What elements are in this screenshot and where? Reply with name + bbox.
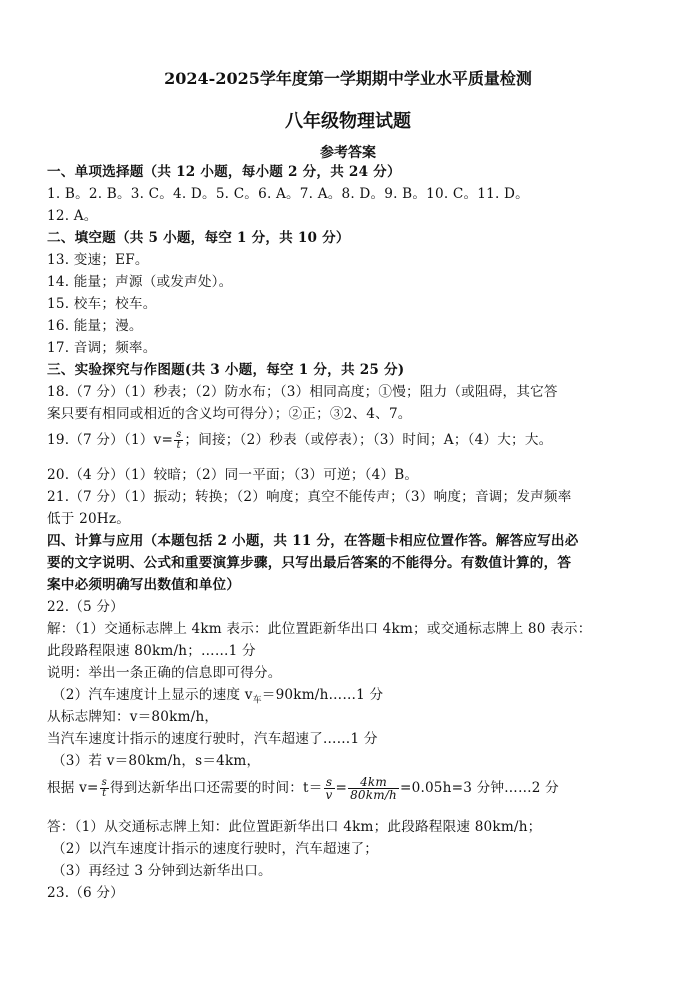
calc-prefix: 根据 v= [47,780,99,796]
answer-heading: 参考答案 [320,145,376,161]
document-subtitle: 八年级物理试题 [285,111,411,132]
answer-summary-2: （2）以汽车速度计指示的速度行驶时，汽车超速了； [52,841,379,857]
formula-numerator: s [176,429,182,440]
solution-overspeed: 当汽车速度计指示的速度行驶时，汽车超速了……1 分 [47,731,378,747]
section-1-heading: 一、单项选择题（共 12 小题，每小题 2 分，共 24 分） [47,164,401,180]
answer-summary-1: 答：（1）从交通标志牌上知：此位置距新华出口 4km；此段路程限速 80km/h； [47,819,542,835]
solution-part-2-rest: ＝90km/h……1 分 [261,687,384,703]
solution-line-2: 此段路程限速 80km/h；……1 分 [47,643,256,659]
answer-summary-3: （3）再经过 3 分钟到达新华出口。 [52,863,272,879]
calc-speed: 80km/h [350,788,397,802]
calc-v: v [325,788,333,802]
solution-note: 说明：举出一条正确的信息即可得分。 [47,665,282,681]
solution-part-2 [52,686,676,710]
document-title: 2024-2025学年度第一学期期中学业水平质量检测 [164,69,532,88]
formula-denominator: t [176,440,181,451]
answer-18-line-1: 18.（7 分）（1）秒表；（2）防水布；（3）相同高度；①慢；阻力（或阻碍，其它答 [47,384,558,400]
answer-21-line-2: 低于 20Hz。 [47,511,131,527]
answer-16: 16. 能量；漫。 [47,318,143,334]
mc-answers-line-2: 12. A。 [47,208,98,224]
solution-line-1: 解：（1）交通标志牌上 4km 表示：此位置距新华出口 4km；或交通标志牌上 80 表示： [47,621,592,637]
calc-fraction-s-over-v [324,776,335,801]
section-2-heading: 二、填空题（共 5 小题，每空 1 分，共 10 分） [47,230,350,246]
calc-fraction-s: s [101,777,107,788]
answer-17: 17. 音调；频率。 [47,340,157,356]
answer-19-rest: ；间接；（2）秒表（或停表）；（3）时间；A；（4）大；大。 [184,432,553,448]
answer-14: 14. 能量；声源（或发声处）。 [47,274,233,290]
answer-19 [47,430,676,451]
section-3-heading: 三、实验探究与作图题(共 3 小题，每空 1 分，共 25 分) [47,362,405,378]
calc-fraction-t: t [102,788,107,799]
answer-21-line-1: 21.（7 分）（1）振动；转换；（2）响度；真空不能传声；（3）响度；音调；发声频率 [47,489,572,505]
answer-18-line-2: 案只要有相同或相近的含义均可得分）；②正；③2、4、7。 [47,406,412,422]
calc-distance: 4km [348,776,399,789]
mc-answers-line-1: 1. B。2. B。3. C。4. D。5. C。6. A。7. A。8. D。9. B。10. C。11. D。 [47,186,529,202]
calc-equals: = [335,780,348,796]
question-22-heading: 22.（5 分） [47,599,124,615]
speed-formula-fraction [174,430,183,451]
calc-middle: 得到达新华出口还需要的时间：t＝ [109,780,323,796]
solution-time-calculation [47,776,676,801]
speed-subscript: 车 [252,695,262,706]
solution-sign-speed: 从标志牌知：v＝80km/h， [47,709,219,725]
answer-20: 20.（4 分）（1）较暗；（2）同一平面；（3）可逆；（4）B。 [47,467,419,483]
solution-part-3: （3）若 v＝80km/h，s＝4km， [52,753,261,769]
calc-fraction-values [348,776,399,801]
section-4-heading-line-1: 四、计算与应用（本题包括 2 小题，共 11 分，在答题卡相应位置作答。解答应写出必 [47,533,579,549]
answer-19-prefix: 19.（7 分）（1）v= [47,432,174,448]
answer-15: 15. 校车；校车。 [47,296,157,312]
solution-part-2-prefix: （2）汽车速度计上显示的速度 v [52,687,253,703]
calc-s: s [324,776,335,789]
section-4-heading-line-2: 要的文字说明、公式和重要演算步骤，只写出最后答案的不能得分。有数值计算的，答 [47,555,572,571]
calc-result: =0.05h=3 分钟……2 分 [400,780,559,796]
question-23-heading: 23.（6 分） [47,885,124,901]
calc-formula-fraction [100,778,109,799]
answer-13: 13. 变速；EF。 [47,252,149,268]
section-4-heading-line-3: 案中必须明确写出数值和单位） [47,577,241,593]
